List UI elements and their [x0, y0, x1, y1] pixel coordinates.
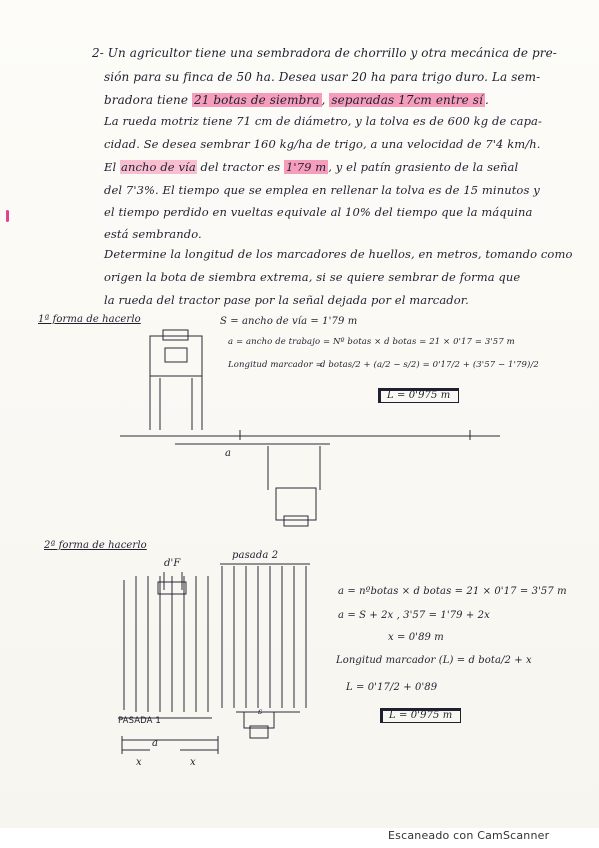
section2-df: d'F [164, 558, 181, 569]
problem-line-10: Determine la longitud de los marcadores de huellos, en metros, tomando como [104, 247, 573, 261]
section2-eq5: L = 0'17/2 + 0'89 [346, 682, 438, 693]
section2-dim-x-right: x [190, 757, 196, 768]
section1-l-label: Longitud marcador = [228, 360, 323, 370]
problem-line-8: el tiempo perdido en vueltas equivale al 10% del tiempo que la máquina [104, 205, 533, 219]
section1-result: L = 0'975 m [378, 388, 459, 403]
section2-title: 2ª forma de hacerlo [44, 540, 147, 551]
section1-l-formula: d botas/2 + (a/2 − s/2) = 0'17/2 + (3'57 − 1'79)/2 [320, 360, 539, 370]
highlight-botas: 21 botas de siembra [194, 93, 320, 107]
problem-line-6: El ancho de vía del tractor es 1'79 m , y el patín grasiento de la señal [104, 160, 519, 174]
highlight-179: 1'79 m [286, 160, 327, 174]
highlight-ancho-via: ancho de vía [121, 160, 196, 174]
section2-dim-s: s [258, 707, 263, 717]
section2-pass1: PASADA 1 [118, 716, 161, 726]
margin-pink-mark [6, 210, 9, 222]
problem-line-9: está sembrando. [104, 227, 202, 241]
section2-eq3: x = 0'89 m [388, 632, 444, 643]
problem-line-1: 2- Un agricultor tiene una sembradora de chorrillo y otra mecánica de pre- [92, 46, 557, 60]
section1-dim-a: a [225, 448, 232, 459]
section2-eq1: a = nºbotas × d botas = 21 × 0'17 = 3'57 m [338, 586, 567, 597]
problem-line-3: bradora tiene 21 botas de siembra , separadas 17cm entre sí . [104, 93, 489, 107]
problem-line-7: del 7'3%. El tiempo que se emplea en rellenar la tolva es de 15 minutos y [104, 183, 540, 197]
highlight-separadas: separadas 17cm entre sí [331, 93, 483, 107]
section2-dim-x-left: x [136, 757, 142, 768]
problem-line-11: origen la bota de siembra extrema, si se quiere sembrar de forma que [104, 270, 521, 284]
problem-line-4: La rueda motriz tiene 71 cm de diámetro, y la tolva es de 600 kg de capa- [104, 114, 542, 128]
problem-line-2: sión para su finca de 50 ha. Desea usar 20 ha para trigo duro. La sem- [104, 70, 541, 84]
section2-eq2: a = S + 2x , 3'57 = 1'79 + 2x [338, 610, 490, 621]
section1-a-def: a = ancho de trabajo = Nº botas × d botas = 21 × 0'17 = 3'57 m [228, 337, 515, 347]
section2-result: L = 0'975 m [380, 708, 461, 723]
problem-line-5: cidad. Se desea sembrar 160 kg/ha de trigo, a una velocidad de 7'4 km/h. [104, 137, 541, 151]
section2-dim-a: a [152, 738, 159, 749]
section1-title: 1ª forma de hacerlo [38, 314, 141, 325]
section1-s-def: S = ancho de vía = 1'79 m [220, 316, 358, 327]
scanner-watermark: Escaneado con CamScanner [388, 829, 550, 842]
section2-pass2: pasada 2 [232, 550, 279, 561]
problem-line-12: la rueda del tractor pase por la señal dejada por el marcador. [104, 293, 469, 307]
section2-eq4: Longitud marcador (L) = d bota/2 + x [336, 655, 532, 666]
